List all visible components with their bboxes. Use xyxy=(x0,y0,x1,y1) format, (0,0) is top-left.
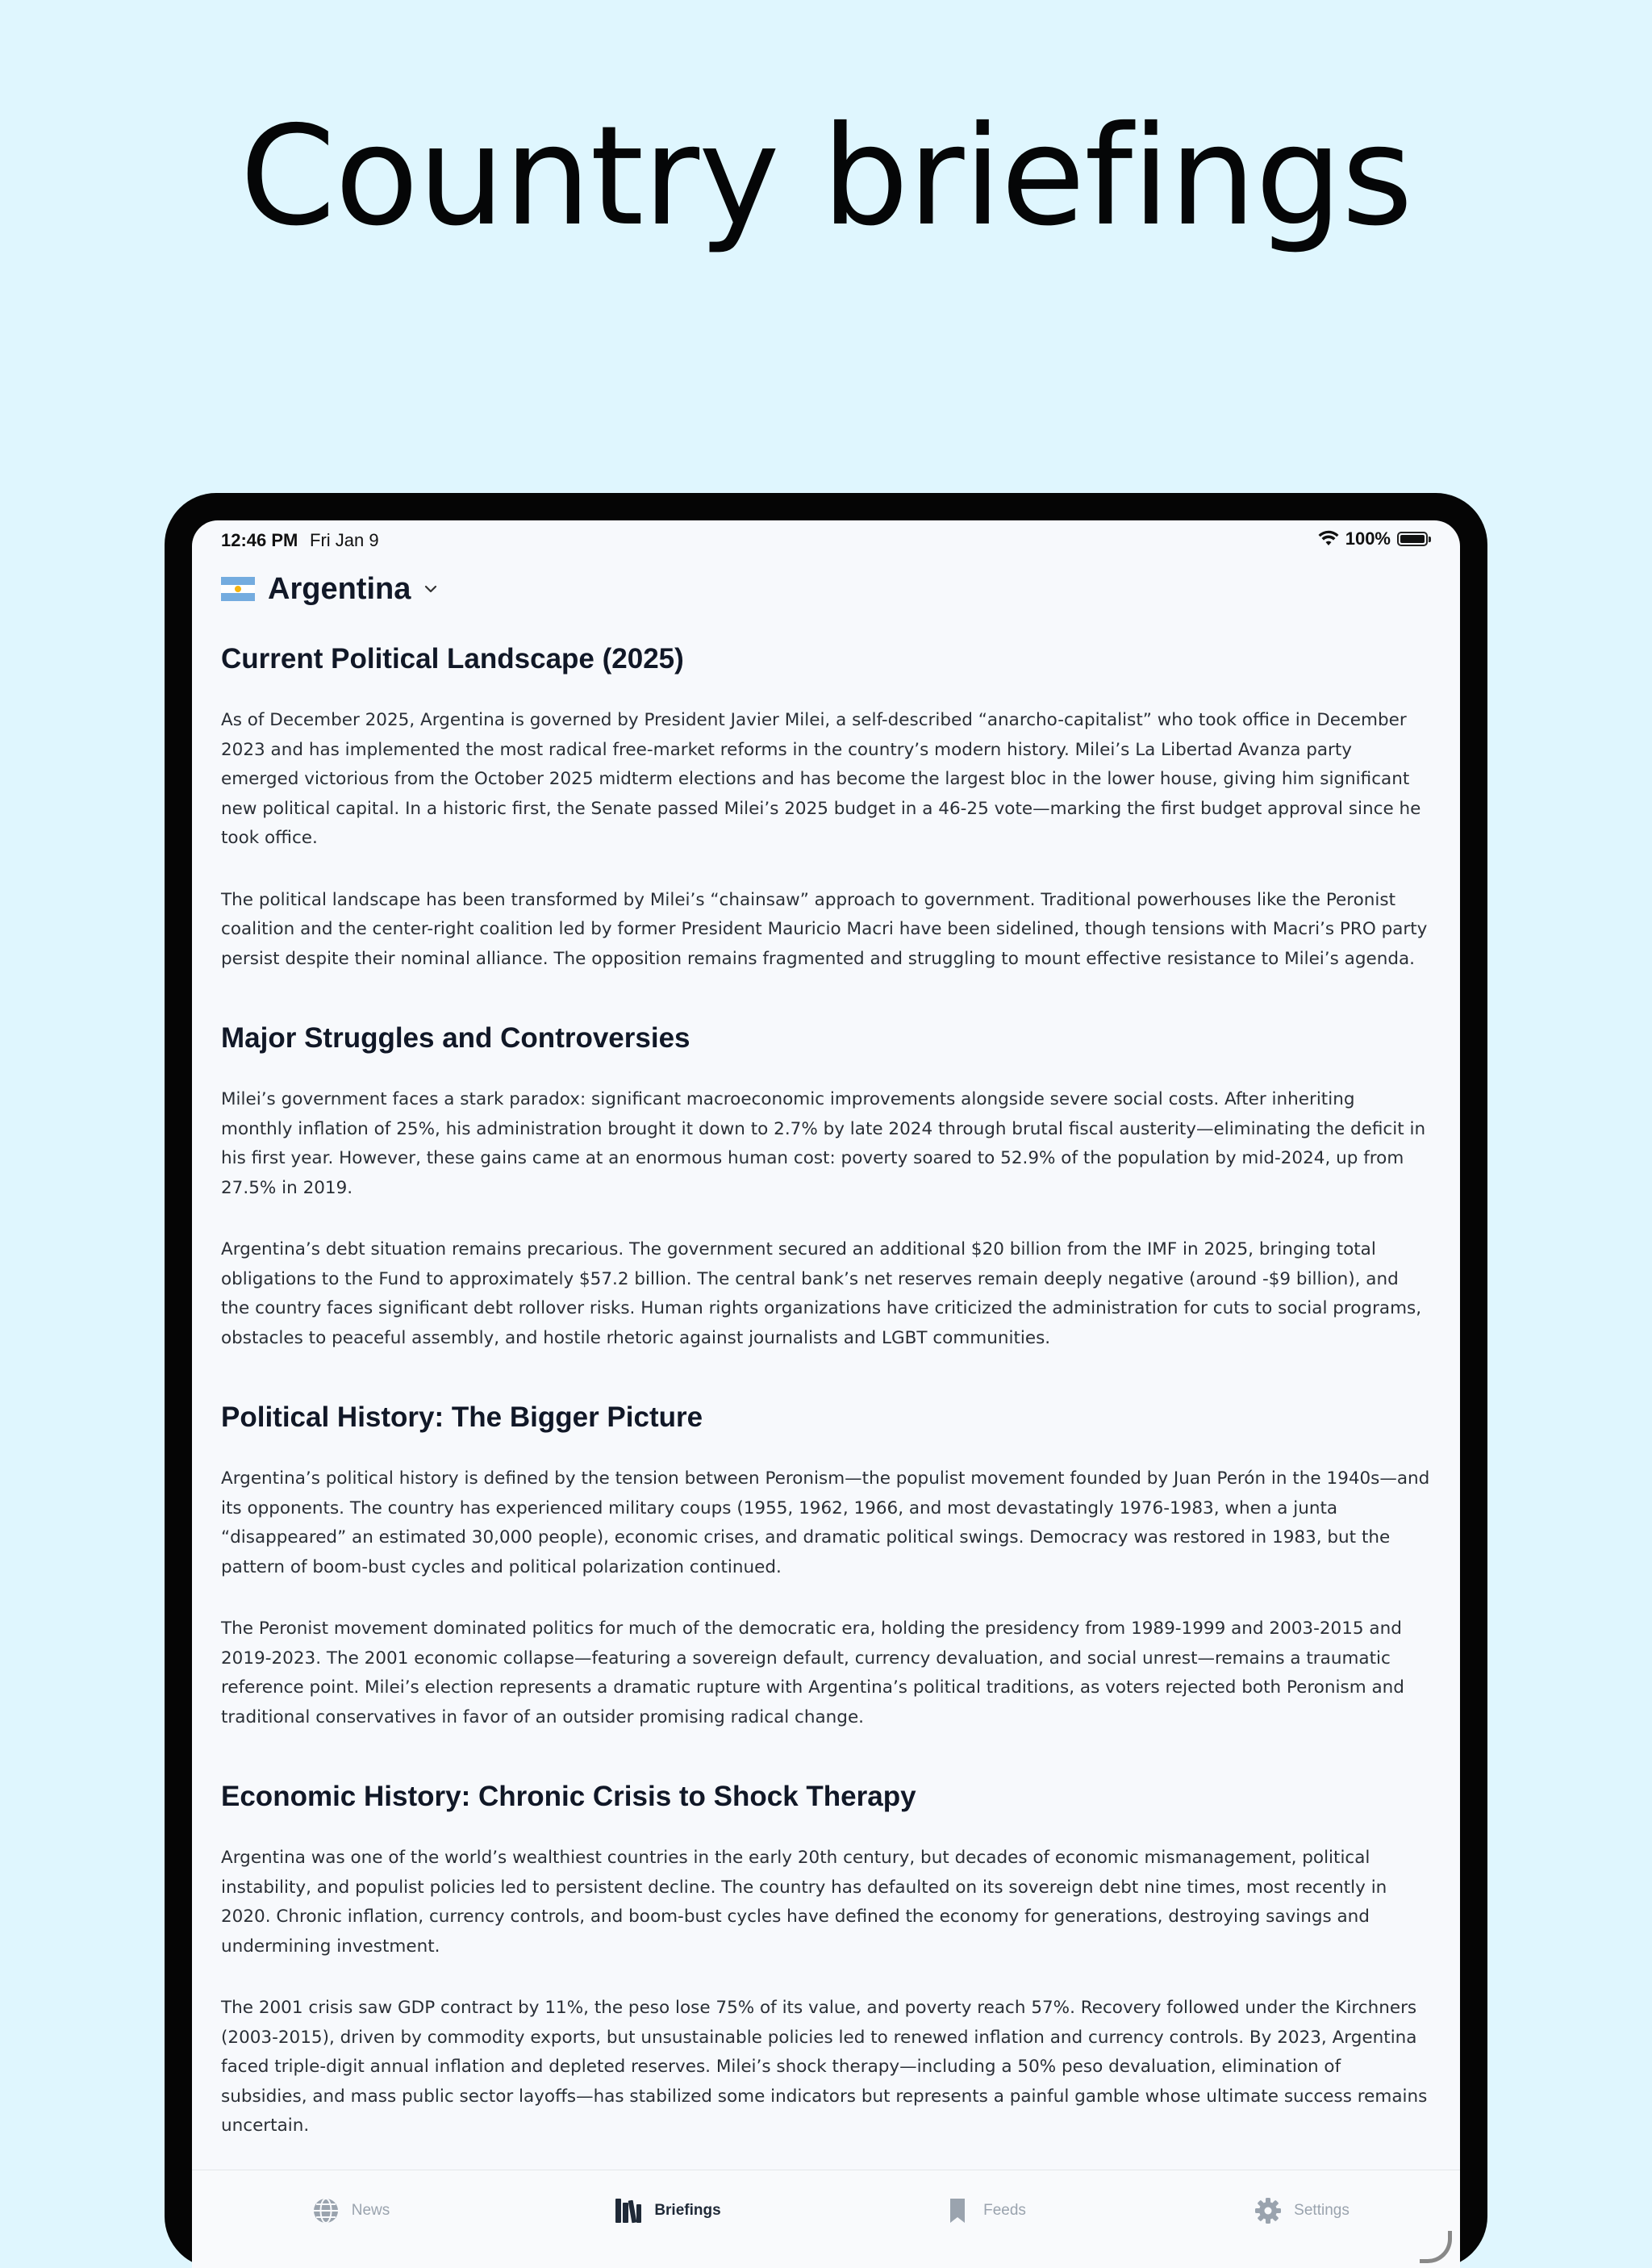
status-bar xyxy=(192,520,1460,561)
briefing-content[interactable] xyxy=(221,641,1431,2188)
section-paragraph: The 2001 crisis saw GDP contract by 11%, the peso lose 75% of its value, and poverty reach 57%. Recovery followed under the Kirchners (2003-2015), driven by commodity exports, but unsustainable policies led to renewed inflation and currency controls. By 2023, Argentina faced triple-digit annual inflation and depleted reserves. Milei’s shock therapy—including a 50% peso devaluation, elimination of subsidies, and mass public sector layoffs—has stabilized some indicators but represents a painful gamble whose ultimate success remains uncertain. xyxy=(221,1998,1428,2136)
section-heading: Political History: The Bigger Picture xyxy=(221,1401,703,1433)
globe-icon xyxy=(311,2196,340,2225)
tab-label: Briefings xyxy=(654,2202,721,2219)
section-paragraph: The political landscape has been transformed by Milei’s “chainsaw” approach to government. Traditional powerhouses like the Peronist coalition and the center-right coalition led by former President Mauricio Macri have been sidelined, though tensions with Macri’s PRO party persist despite their nominal alliance. The opposition remains fragmented and struggling to mount effective resistance to Milei’s agenda. xyxy=(221,889,1428,969)
section-paragraph: Argentina’s debt situation remains precarious. The government secured an additional $20 billion from the IMF in 2025, bringing total obligations to the Fund to approximately $57.2 billion. The central bank’s net reserves remain deeply negative (around -$9 billion), and the country faces significant debt rollover risks. Human rights organizations have criticized the administration for cuts to social programs, obstacles to peaceful assembly, and hostile rhetoric against journalists and LGBT communities. xyxy=(221,1239,1422,1348)
bookmark-icon xyxy=(943,2196,972,2225)
gear-icon xyxy=(1254,2196,1283,2225)
tab-settings[interactable] xyxy=(1143,2170,1460,2251)
wifi-icon xyxy=(1318,531,1339,547)
country-selector[interactable] xyxy=(221,569,438,609)
tab-label: Settings xyxy=(1294,2202,1350,2219)
status-right xyxy=(1318,528,1428,549)
section-paragraph: The Peronist movement dominated politics for much of the democratic era, holding the presidency from 1989-1999 and 2003-2015 and 2019-2023. The 2001 economic collapse—featuring a sovereign default, currency devaluation, and social unrest—remains a traumatic reference point. Milei’s election represents a dramatic rupture with Argentina’s political traditions, as voters rejected both Peronism and traditional conservatives in favor of an outsider promising radical change. xyxy=(221,1619,1404,1727)
tab-news[interactable] xyxy=(192,2170,509,2251)
battery-percent: 100% xyxy=(1345,528,1391,549)
section-political-history xyxy=(221,1400,1431,1732)
section-heading: Current Political Landscape (2025) xyxy=(221,643,684,675)
battery-icon xyxy=(1397,532,1428,546)
tab-feeds[interactable] xyxy=(826,2170,1143,2251)
section-paragraph: Argentina’s political history is defined by the tension between Peronism—the populist movement founded by Juan Perón in the 1940s—and its opponents. The country has experienced military coups (1955, 1962, 1966, and most devastatingly 1976-1983, when a junta “disappeared” an estimated 30,000 people), economic crises, and dramatic political swings. Democracy was restored in 1983, but the pattern of boom-bust cycles and political polarization continued. xyxy=(221,1468,1430,1577)
section-paragraph: As of December 2025, Argentina is governed by President Javier Milei, a self-described “anarcho-capitalist” who took office in December 2023 and has implemented the most radical free-market reforms in the country’s modern history. Milei’s La Libertad Avanza party emerged victorious from the October 2025 midterm elections and has become the largest bloc in the lower house, giving him significant new political capital. In a historic first, the Senate passed Milei’s 2025 budget in a 46-25 vote—marking the first budget approval since he took office. xyxy=(221,710,1421,848)
tablet-frame xyxy=(165,493,1487,2268)
section-paragraph: Milei’s government faces a stark paradox: significant macroeconomic improvements alongside severe social costs. After inheriting monthly inflation of 25%, his administration brought it down to 2.7% by late 2024 through brutal fiscal austerity—eliminating the deficit in his first year. However, these gains came at an enormous human cost: poverty soared to 52.9% of the population by mid-2024, up from 27.5% in 2019. xyxy=(221,1089,1426,1198)
tab-label: News xyxy=(351,2202,390,2219)
country-name: Argentina xyxy=(268,571,411,606)
section-heading: Economic History: Chronic Crisis to Shock Therapy xyxy=(221,1781,916,1812)
argentina-flag-icon xyxy=(221,577,255,601)
chevron-down-icon xyxy=(423,582,438,596)
section-paragraph: Argentina was one of the world’s wealthiest countries in the early 20th century, but decades of economic mismanagement, political instability, and populist policies led to persistent decline. The country has defaulted on its sovereign debt nine times, most recently in 2020. Chronic inflation, currency controls, and boom-bust cycles have defined the economy for generations, destroying savings and undermining investment. xyxy=(221,1848,1387,1957)
section-political-landscape xyxy=(221,641,1431,974)
section-economic-history xyxy=(221,1779,1431,2141)
section-struggles xyxy=(221,1021,1431,1353)
status-time: 12:46 PM xyxy=(221,530,298,550)
status-date: Fri Jan 9 xyxy=(310,530,379,550)
books-icon xyxy=(614,2196,643,2225)
page-headline: Country briefings xyxy=(240,97,1412,257)
tab-briefings[interactable] xyxy=(509,2170,826,2251)
tab-bar xyxy=(192,2170,1460,2268)
app-screen xyxy=(192,520,1460,2268)
section-heading: Major Struggles and Controversies xyxy=(221,1022,690,1054)
tab-label: Feeds xyxy=(983,2202,1026,2219)
